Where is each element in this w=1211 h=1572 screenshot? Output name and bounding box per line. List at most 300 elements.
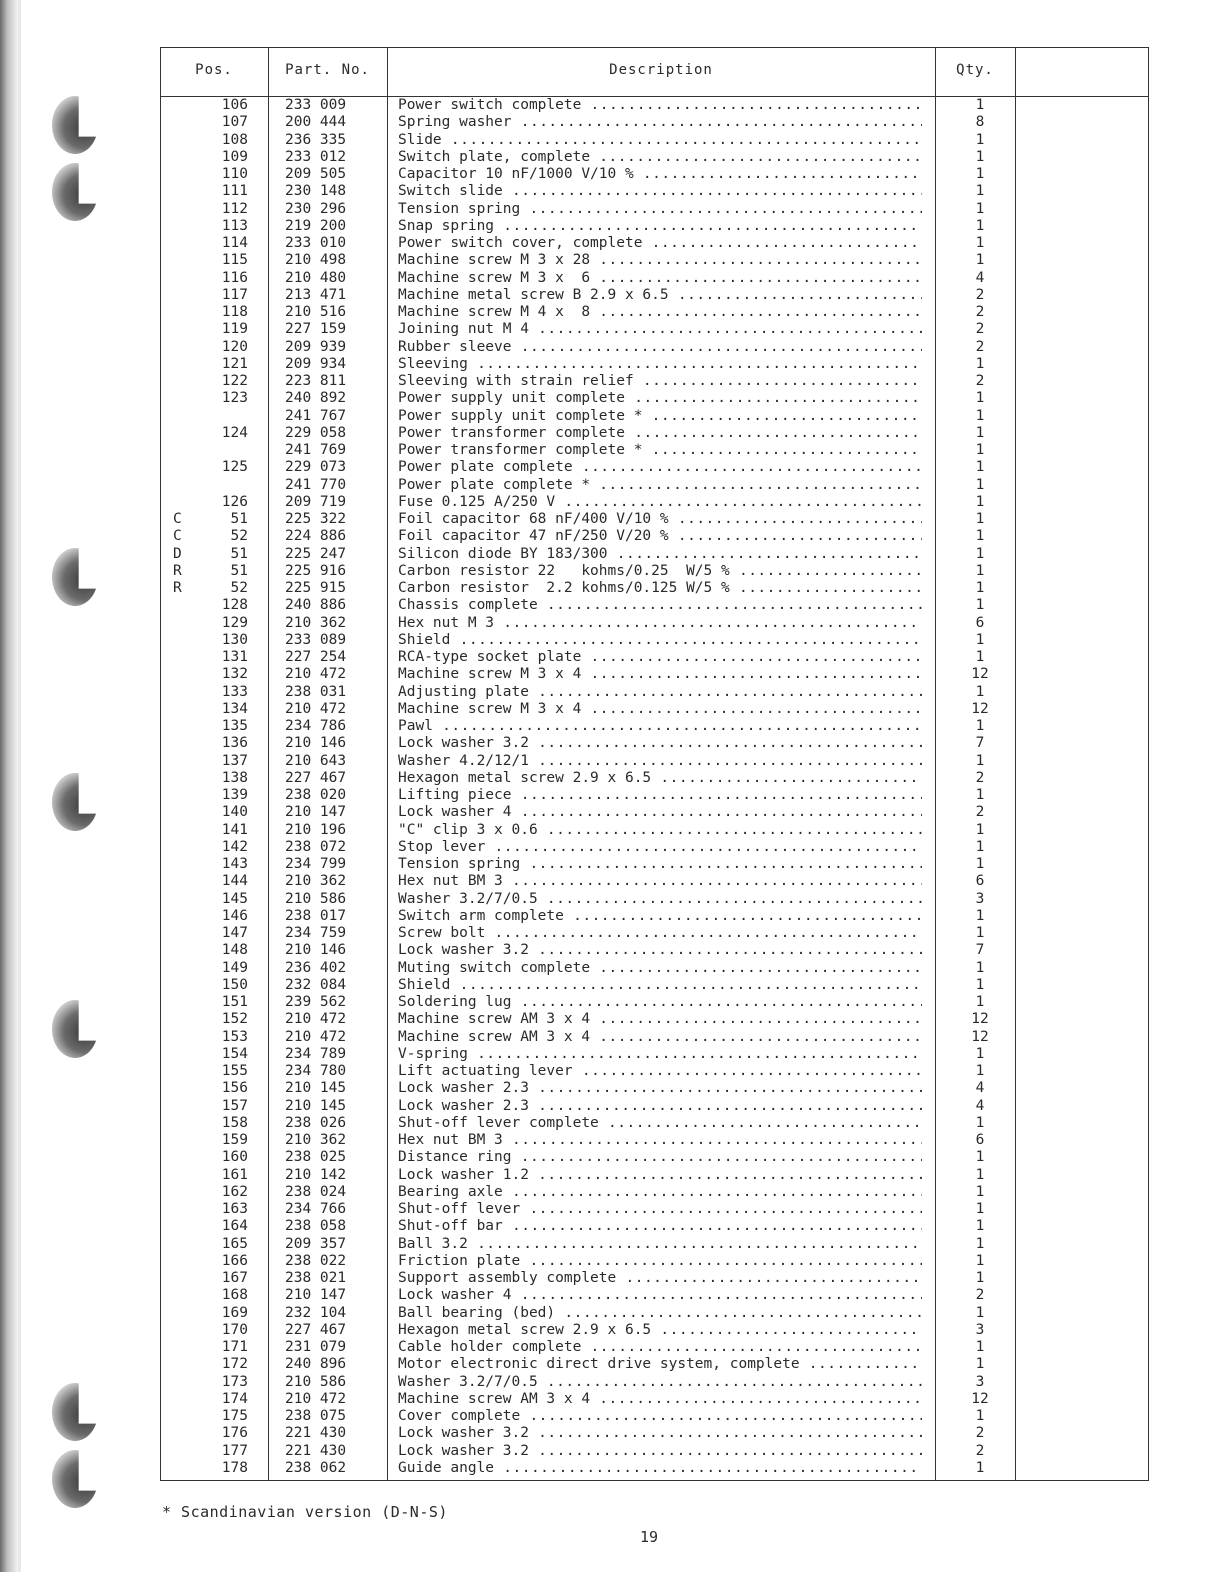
row-part-no: 210 147	[285, 804, 347, 821]
row-description: Soldering lug .....	[398, 994, 922, 1011]
table-row	[160, 235, 1149, 252]
row-qty: 12	[971, 1028, 989, 1045]
row-pos: 155	[221, 1063, 248, 1079]
row-qty: 12	[971, 1390, 989, 1407]
row-description: Fuse 0.125 A/250 V .....	[398, 494, 922, 511]
row-description: Tension spring .....	[398, 201, 922, 218]
row-qty: 1	[975, 200, 985, 217]
row-part-no: 239 562	[285, 994, 347, 1010]
table-row	[160, 1339, 1149, 1356]
row-part-no: 210 362	[285, 1132, 347, 1148]
row-pos: 162	[221, 1183, 248, 1200]
row-pos: 166	[221, 1252, 248, 1269]
row-description: Rubber sleeve .....	[398, 339, 922, 356]
row-pos: 113	[221, 217, 248, 234]
row-pos: 131	[221, 649, 248, 665]
row-pos: 171	[221, 1339, 248, 1355]
row-description: Hex nut BM 3 .....	[398, 1132, 922, 1149]
table-row	[160, 304, 1149, 321]
row-qty: 1	[975, 1045, 985, 1062]
row-qty: 1	[975, 752, 985, 769]
row-description: Distance ring .....	[398, 1149, 922, 1166]
row-pos: 144	[221, 873, 248, 890]
row-description: Power transformer complete * .....	[398, 442, 922, 459]
row-qty: 1	[975, 562, 985, 579]
row-description: Lock washer 4 .....	[398, 1287, 922, 1304]
row-qty: 1	[975, 183, 985, 200]
row-part-no: 236 335	[285, 131, 347, 148]
table-row	[160, 684, 1149, 701]
row-description: Capacitor 10 nF/1000 V/10 % .....	[398, 166, 922, 183]
punch-hole	[52, 1383, 98, 1441]
row-pos: 110	[221, 166, 248, 182]
row-pos: 51	[230, 511, 248, 527]
row-part-no: 210 516	[285, 304, 347, 320]
row-pos: 52	[230, 528, 248, 545]
row-pos: 151	[221, 994, 248, 1010]
row-qty: 2	[975, 286, 985, 303]
table-row	[160, 339, 1149, 356]
table-row	[160, 615, 1149, 632]
row-qty: 1	[975, 545, 985, 562]
row-description: Slide .....	[398, 132, 922, 149]
row-qty: 2	[975, 321, 985, 338]
table-row	[160, 114, 1149, 131]
row-description: Sleeving with strain relief .....	[398, 373, 922, 390]
table-row	[160, 528, 1149, 545]
row-pos: 112	[221, 200, 248, 217]
row-part-no: 209 357	[285, 1235, 347, 1252]
header-part-no: Part. No.	[285, 62, 370, 78]
row-pos: 173	[221, 1373, 248, 1390]
row-description: Chassis complete .....	[398, 597, 922, 614]
table-row	[160, 1115, 1149, 1132]
table-row	[160, 804, 1149, 821]
table-row	[160, 942, 1149, 959]
row-pos: 170	[221, 1321, 248, 1338]
table-row	[160, 1374, 1149, 1391]
row-description: Lock washer 4 .....	[398, 804, 922, 821]
table-row	[160, 321, 1149, 338]
table-row	[160, 1287, 1149, 1304]
row-pos: 146	[221, 907, 248, 924]
row-pos: 156	[221, 1080, 248, 1097]
row-description: Washer 3.2/7/0.5 .....	[398, 891, 922, 908]
row-pos: 148	[221, 942, 248, 959]
table-row	[160, 1322, 1149, 1339]
row-qty: 1	[975, 1063, 985, 1079]
table-row	[160, 356, 1149, 373]
table-row	[160, 1391, 1149, 1408]
row-part-no: 210 147	[285, 1287, 347, 1304]
row-part-no: 238 058	[285, 1218, 347, 1235]
row-part-no: 229 073	[285, 459, 347, 476]
row-part-no: 238 021	[285, 1270, 347, 1286]
row-description: Washer 3.2/7/0.5 .....	[398, 1374, 922, 1391]
row-pos: 135	[221, 718, 248, 734]
row-qty: 2	[975, 804, 985, 821]
header-qty: Qty.	[956, 62, 994, 78]
row-qty: 1	[975, 1114, 985, 1131]
row-part-no: 225 915	[285, 580, 347, 596]
row-description: Machine screw AM 3 x 4 .....	[398, 1391, 922, 1408]
row-part-no: 234 789	[285, 1045, 347, 1062]
table-row	[160, 1218, 1149, 1235]
row-qty: 1	[975, 355, 985, 372]
row-pos: 122	[221, 373, 248, 389]
row-qty: 4	[975, 1080, 985, 1097]
row-qty: 1	[975, 166, 985, 182]
row-description: Cable holder complete .....	[398, 1339, 922, 1356]
row-part-no: 210 362	[285, 873, 347, 890]
row-part-no: 230 148	[285, 183, 347, 200]
row-qty: 1	[975, 959, 985, 976]
row-description: Power plate complete .....	[398, 459, 922, 476]
row-qty: 1	[975, 1459, 985, 1476]
row-description: Power supply unit complete * .....	[398, 408, 922, 425]
row-pos: 157	[221, 1097, 248, 1114]
row-part-no: 233 009	[285, 97, 347, 113]
row-description: Lock washer 1.2 .....	[398, 1167, 922, 1184]
row-qty: 2	[975, 1425, 985, 1442]
row-pos: 126	[221, 493, 248, 510]
row-qty: 1	[975, 925, 985, 941]
row-qty: 1	[975, 856, 985, 872]
row-part-no: 230 296	[285, 200, 347, 217]
row-part-no: 241 769	[285, 442, 347, 458]
table-row	[160, 770, 1149, 787]
table-row	[160, 1425, 1149, 1442]
row-pos: 142	[221, 838, 248, 855]
row-qty: 3	[975, 890, 985, 907]
row-qty: 2	[975, 769, 985, 786]
row-description: Power supply unit complete .....	[398, 390, 922, 407]
table-row	[160, 459, 1149, 476]
row-description: Machine screw M 3 x 28 .....	[398, 252, 922, 269]
table-row	[160, 1270, 1149, 1287]
row-description: Carbon resistor 2.2 kohms/0.125 W/5 % .....	[398, 580, 922, 597]
table-row	[160, 1356, 1149, 1373]
row-part-no: 241 767	[285, 407, 347, 424]
row-prefix: C	[173, 528, 182, 545]
row-part-no: 238 062	[285, 1459, 347, 1476]
row-description: Machine screw M 3 x 4 .....	[398, 666, 922, 683]
row-description: Shut-off lever .....	[398, 1201, 922, 1218]
row-pos: 117	[221, 286, 248, 303]
row-part-no: 232 104	[285, 1304, 347, 1321]
row-pos: 109	[221, 148, 248, 165]
row-pos: 160	[221, 1149, 248, 1166]
row-pos: 139	[221, 787, 248, 803]
binder-spine-edge	[18, 0, 21, 1572]
table-row	[160, 994, 1149, 1011]
row-description: Carbon resistor 22 kohms/0.25 W/5 % .....	[398, 563, 922, 580]
row-description: Lock washer 3.2 .....	[398, 942, 922, 959]
row-qty: 1	[975, 838, 985, 855]
row-part-no: 233 010	[285, 235, 347, 251]
table-row	[160, 1063, 1149, 1080]
row-part-no: 210 586	[285, 890, 347, 907]
row-qty: 1	[975, 821, 985, 838]
row-part-no: 225 916	[285, 562, 347, 579]
row-pos: 136	[221, 735, 248, 752]
row-qty: 12	[971, 1011, 989, 1028]
row-pos: 161	[221, 1166, 248, 1183]
table-row	[160, 787, 1149, 804]
row-qty: 1	[975, 1408, 985, 1424]
row-description: Snap spring .....	[398, 218, 922, 235]
row-qty: 1	[975, 390, 985, 407]
table-row	[160, 856, 1149, 873]
row-qty: 1	[975, 235, 985, 251]
table-row	[160, 960, 1149, 977]
table-row	[160, 132, 1149, 149]
row-part-no: 238 022	[285, 1252, 347, 1269]
table-row	[160, 1184, 1149, 1201]
row-qty: 7	[975, 942, 985, 959]
row-part-no: 210 196	[285, 821, 347, 838]
row-qty: 1	[975, 1235, 985, 1252]
row-description: Power transformer complete .....	[398, 425, 922, 442]
row-description: "C" clip 3 x 0.6 .....	[398, 822, 922, 839]
row-part-no: 210 472	[285, 1390, 347, 1407]
row-part-no: 238 025	[285, 1149, 347, 1166]
table-row	[160, 908, 1149, 925]
row-qty: 6	[975, 614, 985, 631]
row-description: Spring washer .....	[398, 114, 922, 131]
row-prefix: R	[173, 562, 182, 579]
table-row	[160, 166, 1149, 183]
table-row	[160, 1132, 1149, 1149]
row-part-no: 240 886	[285, 597, 347, 614]
table-row	[160, 632, 1149, 649]
table-row	[160, 425, 1149, 442]
row-qty: 1	[975, 1149, 985, 1166]
table-row	[160, 718, 1149, 735]
row-pos: 125	[221, 459, 248, 476]
table-row	[160, 891, 1149, 908]
table-row	[160, 546, 1149, 563]
row-pos: 123	[221, 390, 248, 407]
table-row	[160, 822, 1149, 839]
row-qty: 1	[975, 683, 985, 700]
row-pos: 167	[221, 1270, 248, 1286]
row-pos: 169	[221, 1304, 248, 1321]
row-qty: 1	[975, 597, 985, 614]
table-row	[160, 666, 1149, 683]
table-row	[160, 1149, 1149, 1166]
row-description: Cover complete .....	[398, 1408, 922, 1425]
row-part-no: 210 145	[285, 1080, 347, 1097]
row-pos: 172	[221, 1356, 248, 1373]
row-description: Friction plate .....	[398, 1253, 922, 1270]
row-pos: 114	[221, 235, 248, 251]
row-qty: 7	[975, 735, 985, 752]
row-qty: 1	[975, 1166, 985, 1183]
row-description: Lock washer 2.3 .....	[398, 1098, 922, 1115]
row-qty: 1	[975, 476, 985, 493]
row-part-no: 210 498	[285, 252, 347, 269]
table-row	[160, 925, 1149, 942]
row-part-no: 238 072	[285, 838, 347, 855]
table-row	[160, 270, 1149, 287]
row-pos: 130	[221, 631, 248, 648]
row-part-no: 234 799	[285, 856, 347, 872]
row-qty: 1	[975, 976, 985, 993]
row-pos: 107	[221, 114, 248, 131]
table-row	[160, 1201, 1149, 1218]
row-description: Machine screw M 3 x 6 .....	[398, 270, 922, 287]
row-pos: 115	[221, 252, 248, 269]
row-qty: 1	[975, 407, 985, 424]
row-part-no: 200 444	[285, 114, 347, 131]
row-part-no: 232 084	[285, 976, 347, 993]
row-description: Silicon diode BY 183/300 .....	[398, 546, 922, 563]
row-pos: 51	[230, 562, 248, 579]
row-description: Machine screw AM 3 x 4 .....	[398, 1029, 922, 1046]
row-description: Lift actuating lever .....	[398, 1063, 922, 1080]
row-pos: 116	[221, 269, 248, 286]
row-description: Switch arm complete .....	[398, 908, 922, 925]
row-description: V-spring .....	[398, 1046, 922, 1063]
row-pos: 177	[221, 1442, 248, 1459]
header-description: Description	[609, 62, 713, 78]
row-description: Ball bearing (bed) .....	[398, 1305, 922, 1322]
row-qty: 1	[975, 718, 985, 734]
row-qty: 2	[975, 1442, 985, 1459]
row-pos: 108	[221, 131, 248, 148]
row-prefix: D	[173, 545, 182, 562]
row-qty: 6	[975, 873, 985, 890]
row-qty: 1	[975, 131, 985, 148]
row-part-no: 213 471	[285, 286, 347, 303]
row-part-no: 209 505	[285, 166, 347, 182]
row-qty: 1	[975, 580, 985, 596]
row-qty: 1	[975, 631, 985, 648]
row-description: Bearing axle .....	[398, 1184, 922, 1201]
row-description: Ball 3.2 .....	[398, 1236, 922, 1253]
row-description: Pawl .....	[398, 718, 922, 735]
row-qty: 6	[975, 1132, 985, 1148]
table-row	[160, 390, 1149, 407]
row-qty: 1	[975, 252, 985, 269]
row-pos: 178	[221, 1459, 248, 1476]
row-description: Machine screw M 3 x 4 .....	[398, 701, 922, 718]
table-row	[160, 1167, 1149, 1184]
row-pos: 106	[221, 97, 248, 113]
row-pos: 52	[230, 580, 248, 596]
table-row	[160, 873, 1149, 890]
row-part-no: 227 254	[285, 649, 347, 665]
row-part-no: 229 058	[285, 424, 347, 441]
table-row	[160, 1236, 1149, 1253]
row-pos: 175	[221, 1408, 248, 1424]
row-qty: 1	[975, 649, 985, 665]
row-qty: 8	[975, 114, 985, 131]
punch-hole	[52, 1000, 98, 1058]
row-qty: 1	[975, 1270, 985, 1286]
row-part-no: 238 031	[285, 683, 347, 700]
row-qty: 2	[975, 338, 985, 355]
row-pos: 149	[221, 959, 248, 976]
page-number: 19	[640, 1528, 659, 1546]
row-part-no: 210 472	[285, 700, 347, 717]
row-pos: 174	[221, 1390, 248, 1407]
row-pos: 164	[221, 1218, 248, 1235]
table-row	[160, 1443, 1149, 1460]
table-row	[160, 1011, 1149, 1028]
row-description: Tension spring .....	[398, 856, 922, 873]
row-description: Screw bolt .....	[398, 925, 922, 942]
table-row	[160, 287, 1149, 304]
table-row	[160, 753, 1149, 770]
row-description: Power switch complete .....	[398, 97, 922, 114]
row-pos: 119	[221, 321, 248, 338]
row-part-no: 209 719	[285, 493, 347, 510]
row-part-no: 227 467	[285, 1321, 347, 1338]
row-description: Lock washer 3.2 .....	[398, 1443, 922, 1460]
table-row	[160, 201, 1149, 218]
table-row	[160, 1029, 1149, 1046]
row-part-no: 210 362	[285, 614, 347, 631]
row-description: Machine screw M 4 x 8 .....	[398, 304, 922, 321]
row-pos: 140	[221, 804, 248, 821]
row-description: Switch plate, complete .....	[398, 149, 922, 166]
row-pos: 147	[221, 925, 248, 941]
row-qty: 1	[975, 424, 985, 441]
row-part-no: 238 020	[285, 787, 347, 803]
punch-hole	[52, 96, 98, 154]
binder-spine-shadow	[0, 0, 18, 1572]
table-row	[160, 649, 1149, 666]
table-row	[160, 477, 1149, 494]
table-row	[160, 511, 1149, 528]
row-pos: 168	[221, 1287, 248, 1304]
row-part-no: 227 159	[285, 321, 347, 338]
row-part-no: 209 939	[285, 338, 347, 355]
row-part-no: 210 472	[285, 666, 347, 683]
row-qty: 2	[975, 373, 985, 389]
table-row	[160, 183, 1149, 200]
row-part-no: 236 402	[285, 959, 347, 976]
row-pos: 51	[230, 545, 248, 562]
row-qty: 12	[971, 700, 989, 717]
row-part-no: 238 026	[285, 1114, 347, 1131]
row-description: Washer 4.2/12/1 .....	[398, 753, 922, 770]
row-pos: 120	[221, 338, 248, 355]
row-qty: 4	[975, 1097, 985, 1114]
row-pos: 134	[221, 700, 248, 717]
row-description: Shut-off lever complete .....	[398, 1115, 922, 1132]
row-part-no: 234 759	[285, 925, 347, 941]
row-qty: 1	[975, 994, 985, 1010]
row-qty: 1	[975, 1252, 985, 1269]
row-description: Lock washer 3.2 .....	[398, 735, 922, 752]
row-pos: 159	[221, 1132, 248, 1148]
row-qty: 1	[975, 1356, 985, 1373]
row-part-no: 233 012	[285, 148, 347, 165]
row-description: Hex nut M 3 .....	[398, 615, 922, 632]
row-pos: 137	[221, 752, 248, 769]
row-qty: 12	[971, 666, 989, 683]
table-row	[160, 97, 1149, 114]
row-description: Hex nut BM 3 .....	[398, 873, 922, 890]
row-description: Shield .....	[398, 977, 922, 994]
row-description: Machine screw AM 3 x 4 .....	[398, 1011, 922, 1028]
table-row	[160, 442, 1149, 459]
row-description: Power plate complete * .....	[398, 477, 922, 494]
row-part-no: 210 146	[285, 735, 347, 752]
